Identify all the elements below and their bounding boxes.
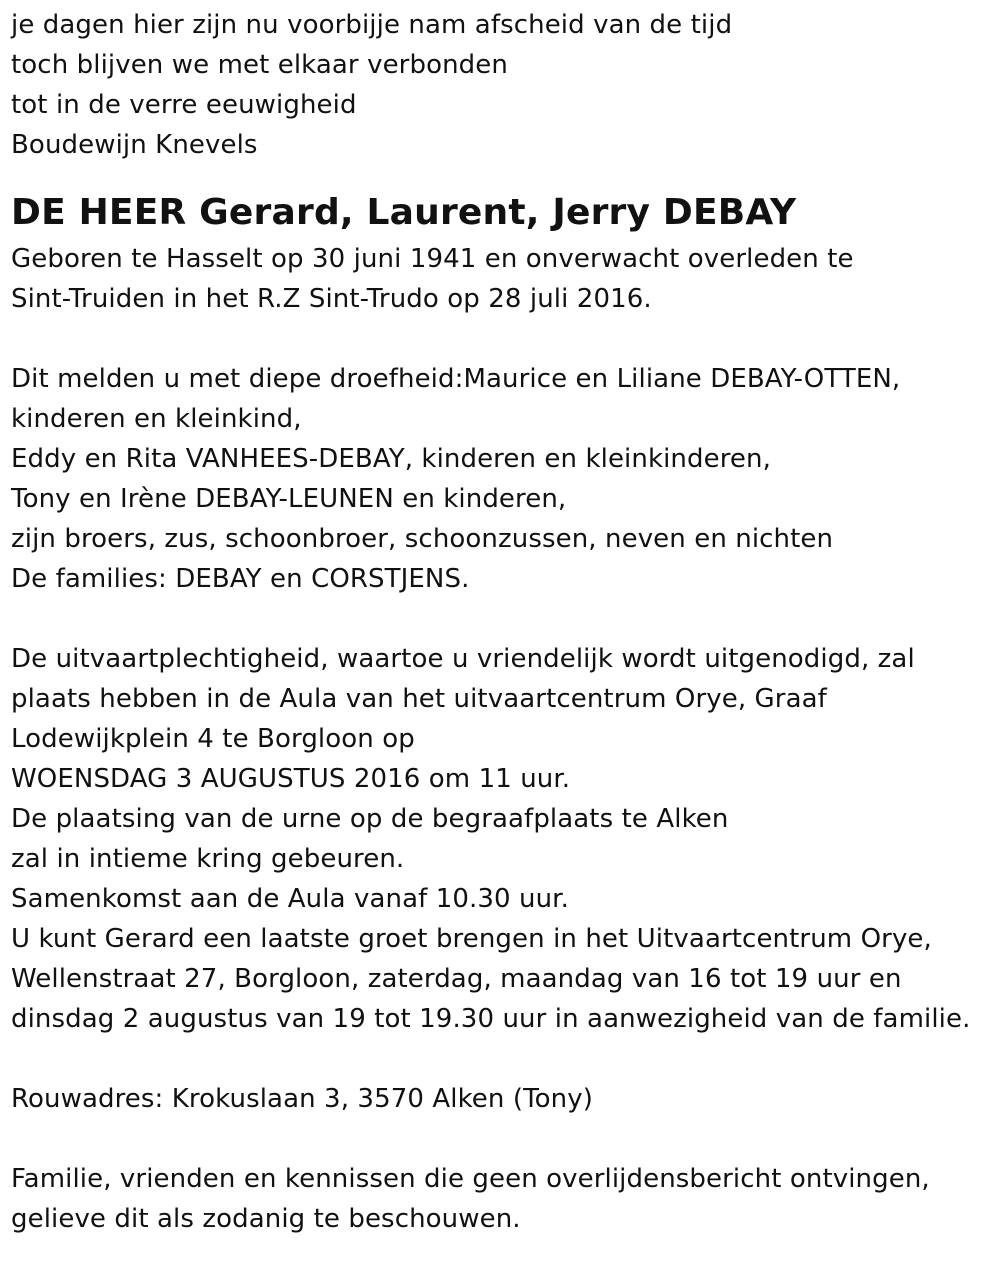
birth-death-line: Geboren te Hasselt op 30 juni 1941 en onverwacht overleden te bbox=[11, 244, 854, 274]
funeral-line: plaats hebben in de Aula van het uitvaartcentrum Orye, Graaf bbox=[11, 684, 827, 714]
poem-author: Boudewijn Knevels bbox=[11, 130, 258, 160]
poem-line: tot in de verre eeuwigheid bbox=[11, 90, 357, 120]
family-section bbox=[11, 359, 996, 599]
funeral-line: De plaatsing van de urne op de begraafplaats te Alken bbox=[11, 804, 729, 834]
funeral-line: dinsdag 2 augustus van 19 tot 19.30 uur in aanwezigheid van de familie. bbox=[11, 1004, 971, 1034]
closing-line: Familie, vrienden en kennissen die geen overlijdensbericht ontvingen, bbox=[11, 1164, 930, 1194]
poem-line: toch blijven we met elkaar verbonden bbox=[11, 50, 508, 80]
family-line: Dit melden u met diepe droefheid:Maurice en Liliane DEBAY-OTTEN, bbox=[11, 364, 901, 394]
closing-section bbox=[11, 1159, 996, 1239]
funeral-line: zal in intieme kring gebeuren. bbox=[11, 844, 405, 874]
birth-death-section bbox=[11, 239, 996, 319]
funeral-line: Wellenstraat 27, Borgloon, zaterdag, maandag van 16 tot 19 uur en bbox=[11, 964, 902, 994]
family-line: kinderen en kleinkind, bbox=[11, 404, 302, 434]
poem-line: je dagen hier zijn nu voorbijje nam afscheid van de tijd bbox=[11, 10, 733, 40]
family-line: Tony en Irène DEBAY-LEUNEN en kinderen, bbox=[11, 484, 567, 514]
family-line: zijn broers, zus, schoonbroer, schoonzussen, neven en nichten bbox=[11, 524, 834, 554]
funeral-line: WOENSDAG 3 AUGUSTUS 2016 om 11 uur. bbox=[11, 764, 571, 794]
funeral-line: U kunt Gerard een laatste groet brengen in het Uitvaartcentrum Orye, bbox=[11, 924, 932, 954]
funeral-line: De uitvaartplechtigheid, waartoe u vriendelijk wordt uitgenodigd, zal bbox=[11, 644, 915, 674]
deceased-title: DE HEER Gerard, Laurent, Jerry DEBAY bbox=[11, 192, 797, 233]
funeral-section bbox=[11, 639, 996, 1039]
family-line: Eddy en Rita VANHEES-DEBAY, kinderen en kleinkinderen, bbox=[11, 444, 771, 474]
funeral-line: Samenkomst aan de Aula vanaf 10.30 uur. bbox=[11, 884, 569, 914]
funeral-line: Lodewijkplein 4 te Borgloon op bbox=[11, 724, 415, 754]
family-line: De families: DEBAY en CORSTJENS. bbox=[11, 564, 470, 594]
birth-death-line: Sint-Truiden in het R.Z Sint-Trudo op 28 juli 2016. bbox=[11, 284, 652, 314]
mourning-address: Rouwadres: Krokuslaan 3, 3570 Alken (Tony) bbox=[11, 1084, 593, 1114]
obituary-document bbox=[11, 5, 996, 1239]
closing-line: gelieve dit als zodanig te beschouwen. bbox=[11, 1204, 521, 1234]
poem-section bbox=[11, 5, 996, 165]
